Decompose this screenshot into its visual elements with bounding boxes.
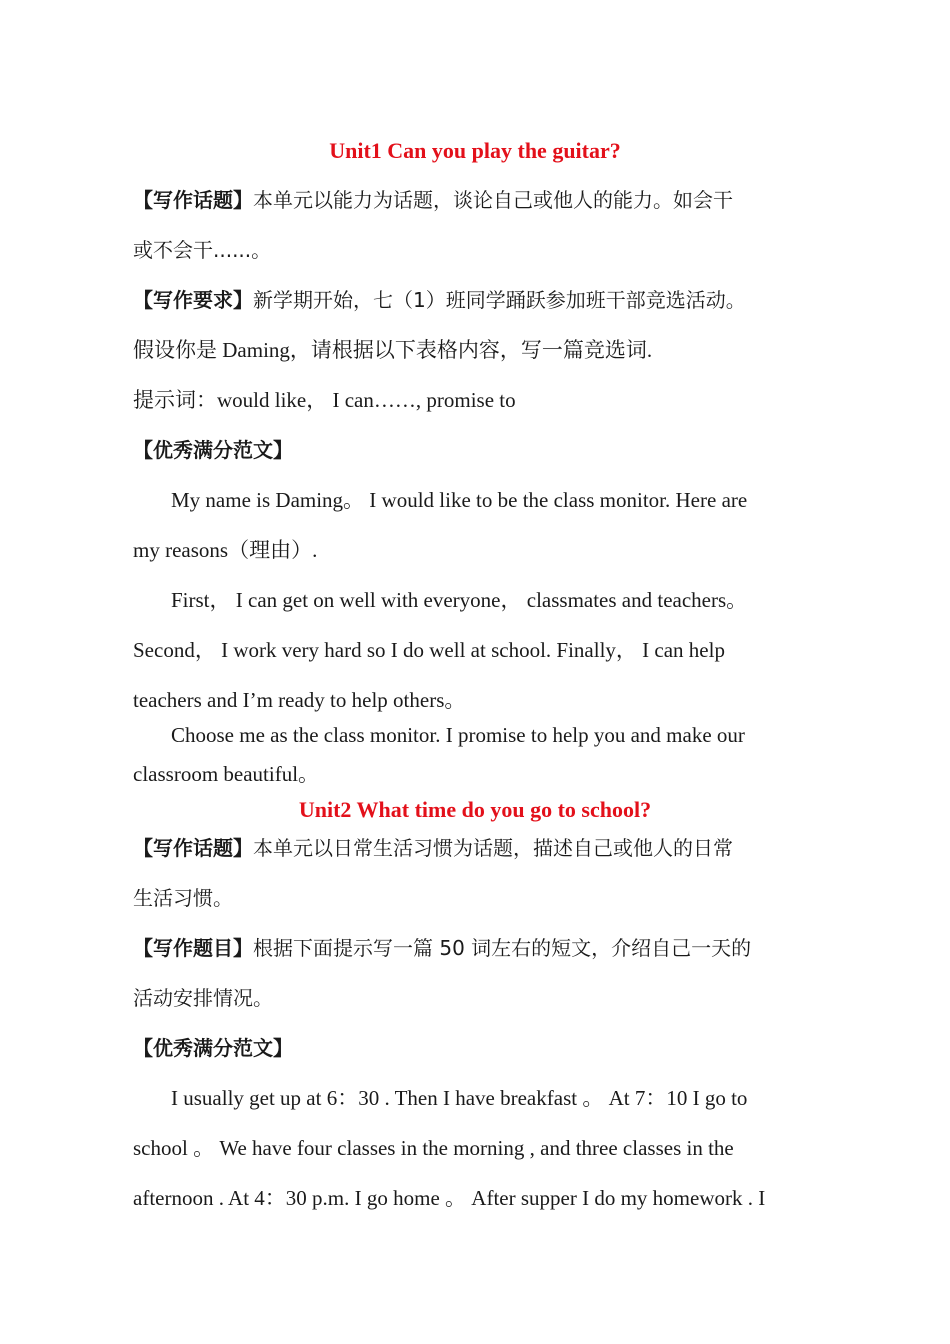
unit1-requirement-line-2: 假设你是 Daming，请根据以下表格内容，写一篇竞选词. [133,338,653,362]
unit2-title: Unit2 What time do you go to school? [298,797,652,822]
unit2-topic-line-2: 生活习惯。 [133,886,233,910]
unit2-topic-text: 本单元以日常生活习惯为话题，描述自己或他人的日常 [253,836,733,860]
unit1-topic-line-2: 或不会干......。 [133,238,272,262]
unit2-prompt-label: 【写作题目】 [133,936,253,960]
unit1-essay-line: my reasons（理由）. [133,538,318,562]
unit1-essay-line: My name is Daming。 I would like to be the class monitor. Here are [171,488,748,512]
unit2-prompt-line-2: 活动安排情况。 [133,986,273,1010]
unit1-title: Unit1 Can you play the guitar? [329,138,621,163]
unit2-prompt-text: 根据下面提示写一篇 50 词左右的短文，介绍自己一天的 [253,936,752,960]
unit1-hint: 提示词：would like， I can……, promise to [133,388,516,412]
unit1-requirement-label: 【写作要求】 [133,288,253,312]
unit1-essay-line: First， I can get on well with everyone， classmates and teachers。 [171,588,748,612]
unit1-model-label: 【优秀满分范文】 [133,438,293,462]
unit1-requirement-text: 新学期开始，七（1）班同学踊跃参加班干部竞选活动。 [253,288,746,312]
unit1-essay-line: Second， I work very hard so I do well at school. Finally， I can help [133,638,725,662]
unit1-essay-line: Choose me as the class monitor. I promise to help you and make our [171,723,745,747]
unit1-topic-text: 本单元以能力为话题，谈论自己或他人的能力。如会干 [253,188,733,212]
unit2-essay-line: school 。 We have four classes in the morning , and three classes in the [133,1136,734,1160]
unit2-essay-line: I usually get up at 6：30 . Then I have breakfast 。 At 7：10 I go to [171,1086,748,1110]
unit2-model-label: 【优秀满分范文】 [133,1036,293,1060]
unit2-prompt-line-1 [133,934,823,962]
unit1-requirement-line-1 [133,286,823,314]
unit1-topic-line-1 [133,186,823,214]
unit2-essay-line: afternoon . At 4：30 p.m. I go home 。 After supper I do my homework . I [133,1186,766,1210]
unit1-topic-label: 【写作话题】 [133,188,253,212]
unit1-essay-line: classroom beautiful。 [133,762,320,786]
unit1-essay-line: teachers and I’m ready to help others。 [133,688,466,712]
unit2-topic-line-1 [133,834,823,862]
unit2-topic-label: 【写作话题】 [133,836,253,860]
